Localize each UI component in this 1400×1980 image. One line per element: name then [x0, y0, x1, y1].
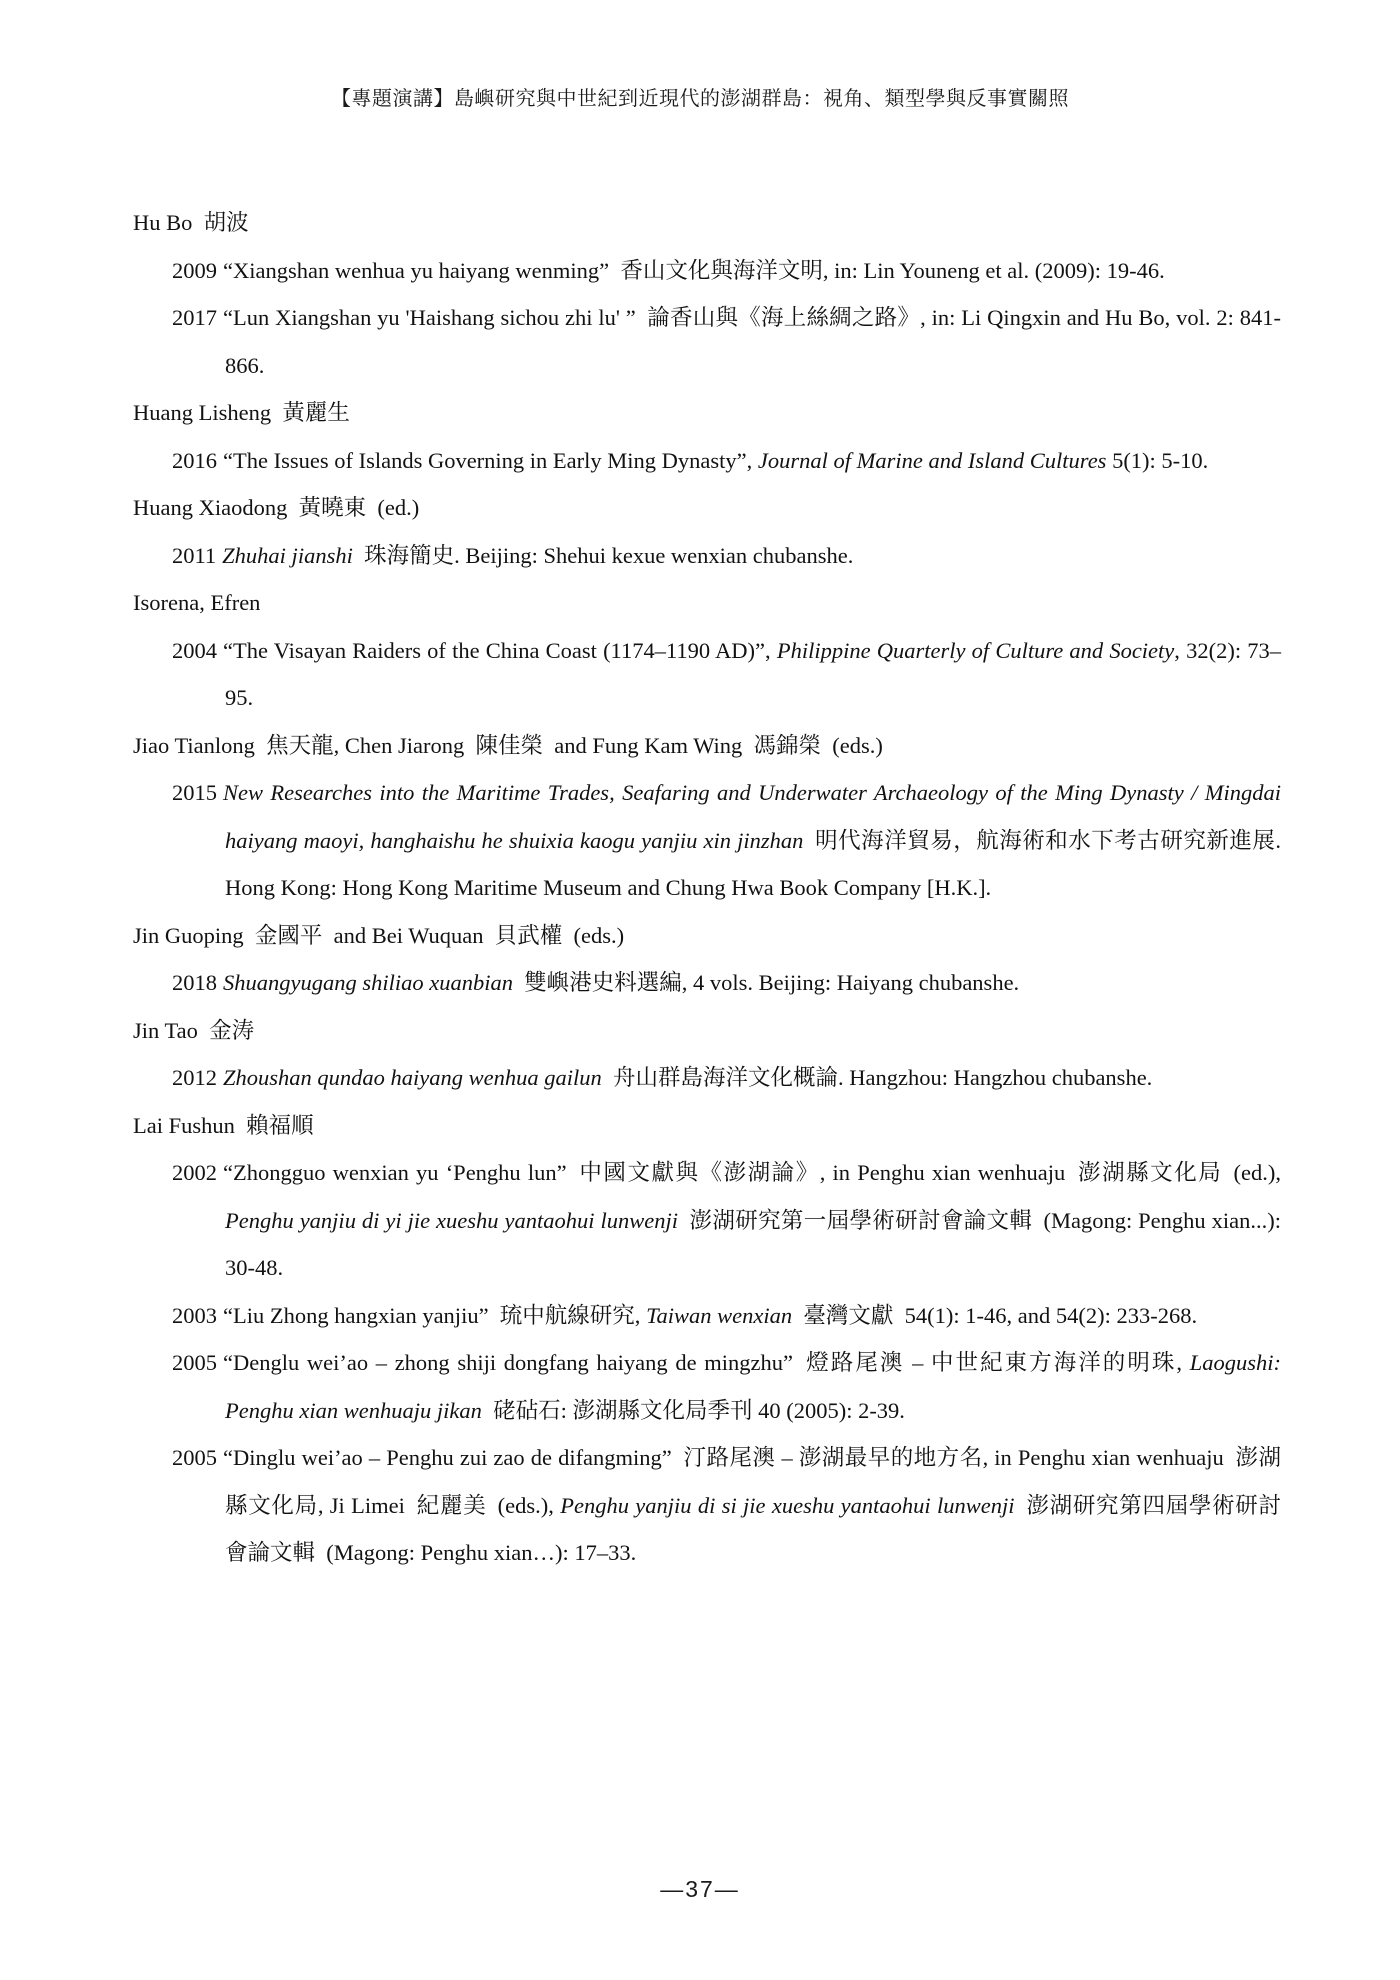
reference-entry: [172, 437, 1281, 485]
entry-year: 2011: [172, 542, 217, 568]
reference-group: [133, 579, 1281, 722]
entry-text: “Liu Zhong hangxian yanjiu” 琉中航線研究,: [223, 1302, 647, 1328]
reference-author: Lai Fushun 賴福順: [133, 1112, 314, 1138]
entry-text: 舟山群島海洋文化概論. Hangzhou: Hangzhou chubanshe.: [601, 1065, 1153, 1090]
entry-title-italic: Penghu yanjiu di yi jie xueshu yantaohui lunwenji: [225, 1207, 678, 1233]
entry-title-italic: Zhuhai jianshi: [222, 542, 353, 568]
entry-title-italic: Penghu yanjiu di si jie xueshu yantaohui lunwenji: [560, 1492, 1015, 1518]
entry-text: 珠海簡史. Beijing: Shehui kexue wenxian chubanshe.: [352, 542, 854, 568]
entry-title-italic: Laogushi: Penghu xian wenhuaju jikan: [225, 1350, 1281, 1423]
reference-author: Hu Bo 胡波: [133, 210, 249, 235]
entry-text: 5(1): 5-10.: [1106, 447, 1209, 473]
entry-year: 2015: [172, 780, 217, 805]
entry-title-italic: Zhoushan qundao haiyang wenhua gailun: [223, 1065, 602, 1090]
reference-entry: [172, 1149, 1281, 1292]
reference-group: [133, 199, 1281, 389]
references-list: [133, 199, 1281, 1577]
reference-group: [133, 722, 1281, 912]
entry-title-italic: Journal of Marine and Island Cultures: [757, 447, 1107, 473]
entry-text: 澎湖研究第四屆學術研討會論文輯 (Magong: Penghu xian…): 17–33.: [225, 1492, 1281, 1565]
entry-title-italic: Philippine Quarterly of Culture and Society: [776, 637, 1175, 663]
entry-text: “The Visayan Raiders of the China Coast (1174–1190 AD)”,: [223, 637, 777, 663]
page-title: 【專題演講】島嶼研究與中世紀到近現代的澎湖群島：視角、類型學與反事實關照: [331, 88, 1069, 110]
entry-year: 2003: [172, 1302, 217, 1328]
entry-year: 2005: [172, 1350, 217, 1375]
entry-year: 2016: [172, 447, 217, 473]
entry-text: 雙嶼港史料選編, 4 vols. Beijing: Haiyang chubanshe.: [512, 970, 1020, 995]
reference-entry: [172, 959, 1281, 1007]
reference-group: [133, 389, 1281, 484]
entry-year: 2012: [172, 1065, 217, 1090]
entry-title-italic: Taiwan wenxian: [646, 1302, 793, 1328]
reference-entry: [172, 532, 1281, 580]
reference-group: [133, 1102, 1281, 1577]
reference-entry: [172, 247, 1281, 295]
reference-group: [133, 1007, 1281, 1102]
reference-group: [133, 912, 1281, 1007]
entry-text: 明代海洋貿易，航海術和水下考古研究新進展. Hong Kong: Hong Kong Maritime Museum and Chung Hwa Book Company [H.K.].: [225, 827, 1281, 900]
entry-text: “Denglu wei’ao – zhong shiji dongfang haiyang de mingzhu” 燈路尾澳 – 中世紀東方海洋的明珠,: [223, 1350, 1190, 1375]
entry-title-italic: Shuangyugang shiliao xuanbian: [223, 970, 513, 995]
entry-text: “Lun Xiangshan yu 'Haishang sichou zhi lu' ” 論香山與《海上絲綢之路》, in: Li Qingxin and Hu Bo, vol. 2: 841-866.: [223, 305, 1281, 378]
entry-text: 硓砧石: 澎湖縣文化局季刊 40 (2005): 2-39.: [481, 1397, 905, 1423]
reference-entry: [172, 1339, 1281, 1434]
reference-entry: [172, 294, 1281, 389]
entry-text: , 32(2): 73–95.: [225, 637, 1281, 710]
reference-author: Huang Lisheng 黃麗生: [133, 400, 350, 425]
reference-entry: [172, 1054, 1281, 1102]
reference-author: Isorena, Efren: [133, 590, 261, 615]
reference-author: Jiao Tianlong 焦天龍, Chen Jiarong 陳佳榮 and Fung Kam Wing 馮錦榮 (eds.): [133, 732, 883, 758]
entry-year: 2017: [172, 305, 217, 330]
entry-text: 臺灣文獻 54(1): 1-46, and 54(2): 233-268.: [792, 1302, 1198, 1328]
reference-entry: [172, 627, 1281, 722]
entry-year: 2018: [172, 970, 217, 995]
entry-text: 澎湖研究第一屆學術研討會論文輯 (Magong: Penghu xian...): 30-48.: [225, 1207, 1281, 1280]
reference-entry: [172, 769, 1281, 912]
reference-entry: [172, 1292, 1281, 1340]
entry-text: “Zhongguo wenxian yu ‘Penghu lun” 中國文獻與《澎湖論》, in Penghu xian wenhuaju 澎湖縣文化局 (ed.),: [223, 1160, 1281, 1185]
page-number: —37—: [660, 1876, 740, 1902]
reference-group: [133, 484, 1281, 579]
entry-text: “Dinglu wei’ao – Penghu zui zao de difangming” 汀路尾澳 – 澎湖最早的地方名, in Penghu xian wenhuaju 澎湖縣文化局, Ji Limei 紀麗美 (eds.),: [223, 1445, 1281, 1518]
entry-text: “Xiangshan wenhua yu haiyang wenming” 香山文化與海洋文明, in: Lin Youneng et al. (2009): 19-46.: [223, 257, 1165, 283]
reference-entry: [172, 1434, 1281, 1577]
reference-author: Jin Tao 金涛: [133, 1017, 255, 1043]
entry-year: 2004: [172, 637, 217, 663]
reference-author: Huang Xiaodong 黃曉東 (ed.): [133, 495, 420, 520]
entry-year: 2002: [172, 1160, 217, 1185]
entry-title-italic: New Researches into the Maritime Trades, Seafaring and Underwater Archaeology of the Ming Dynasty / Mingdai haiyang maoyi, hanghaishu he shuixia kaogu yanjiu xin jinzhan: [223, 780, 1281, 853]
entry-year: 2005: [172, 1445, 217, 1470]
reference-author: Jin Guoping 金國平 and Bei Wuquan 貝武權 (eds.): [133, 922, 625, 948]
entry-year: 2009: [172, 257, 217, 283]
entry-text: “The Issues of Islands Governing in Early Ming Dynasty”,: [223, 447, 758, 473]
